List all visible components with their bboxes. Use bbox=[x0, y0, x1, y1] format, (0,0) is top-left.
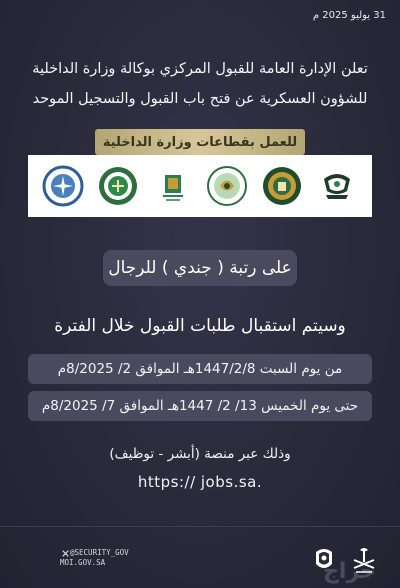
announcement-line-2: للشؤون العسكرية عن فتح باب القبول والتسجيل الموحد bbox=[32, 91, 368, 107]
social-handle[interactable]: @SECURITY_GOV bbox=[70, 548, 129, 557]
period-from-box: من يوم السبت 1447/2/8هـ الموافق 2/ 8/2025م bbox=[28, 354, 372, 384]
public-security-emblem-icon bbox=[316, 165, 358, 207]
footer bbox=[0, 526, 400, 588]
rank-box: على رتبة ( جندي ) للرجال bbox=[103, 250, 297, 286]
period-title: وسيتم استقبال طلبات القبول خلال الفترة bbox=[54, 316, 346, 336]
border-guard-emblem-icon bbox=[261, 165, 303, 207]
period-to-box: حتى يوم الخميس 13/ 2/ 1447هـ الموافق 7/ 8/2025م bbox=[28, 391, 372, 421]
sectors-ribbon: للعمل بقطاعات وزارة الداخلية bbox=[95, 129, 305, 155]
date-label: 31 يوليو 2025 م bbox=[312, 10, 386, 21]
passports-emblem-icon bbox=[152, 165, 194, 207]
jobs-url-link[interactable]: https:// jobs.sa. bbox=[137, 473, 263, 491]
sector-logos-panel bbox=[28, 155, 372, 217]
haraj-watermark: حراج bbox=[323, 559, 376, 584]
platform-text: وذلك عبر منصة (أبشر - توظيف) bbox=[109, 446, 291, 462]
announcement-text bbox=[20, 54, 380, 114]
ministry-website[interactable]: MOI.GOV.SA bbox=[60, 558, 106, 567]
footer-divider bbox=[0, 526, 400, 527]
announcement-line-1: تعلن الإدارة العامة للقبول المركزي بوكالة وزارة الداخلية bbox=[32, 61, 368, 77]
civil-defense-emblem-icon bbox=[42, 165, 84, 207]
social-info bbox=[60, 548, 129, 568]
special-forces-emblem-icon bbox=[206, 165, 248, 207]
facilities-security-emblem-icon bbox=[97, 165, 139, 207]
